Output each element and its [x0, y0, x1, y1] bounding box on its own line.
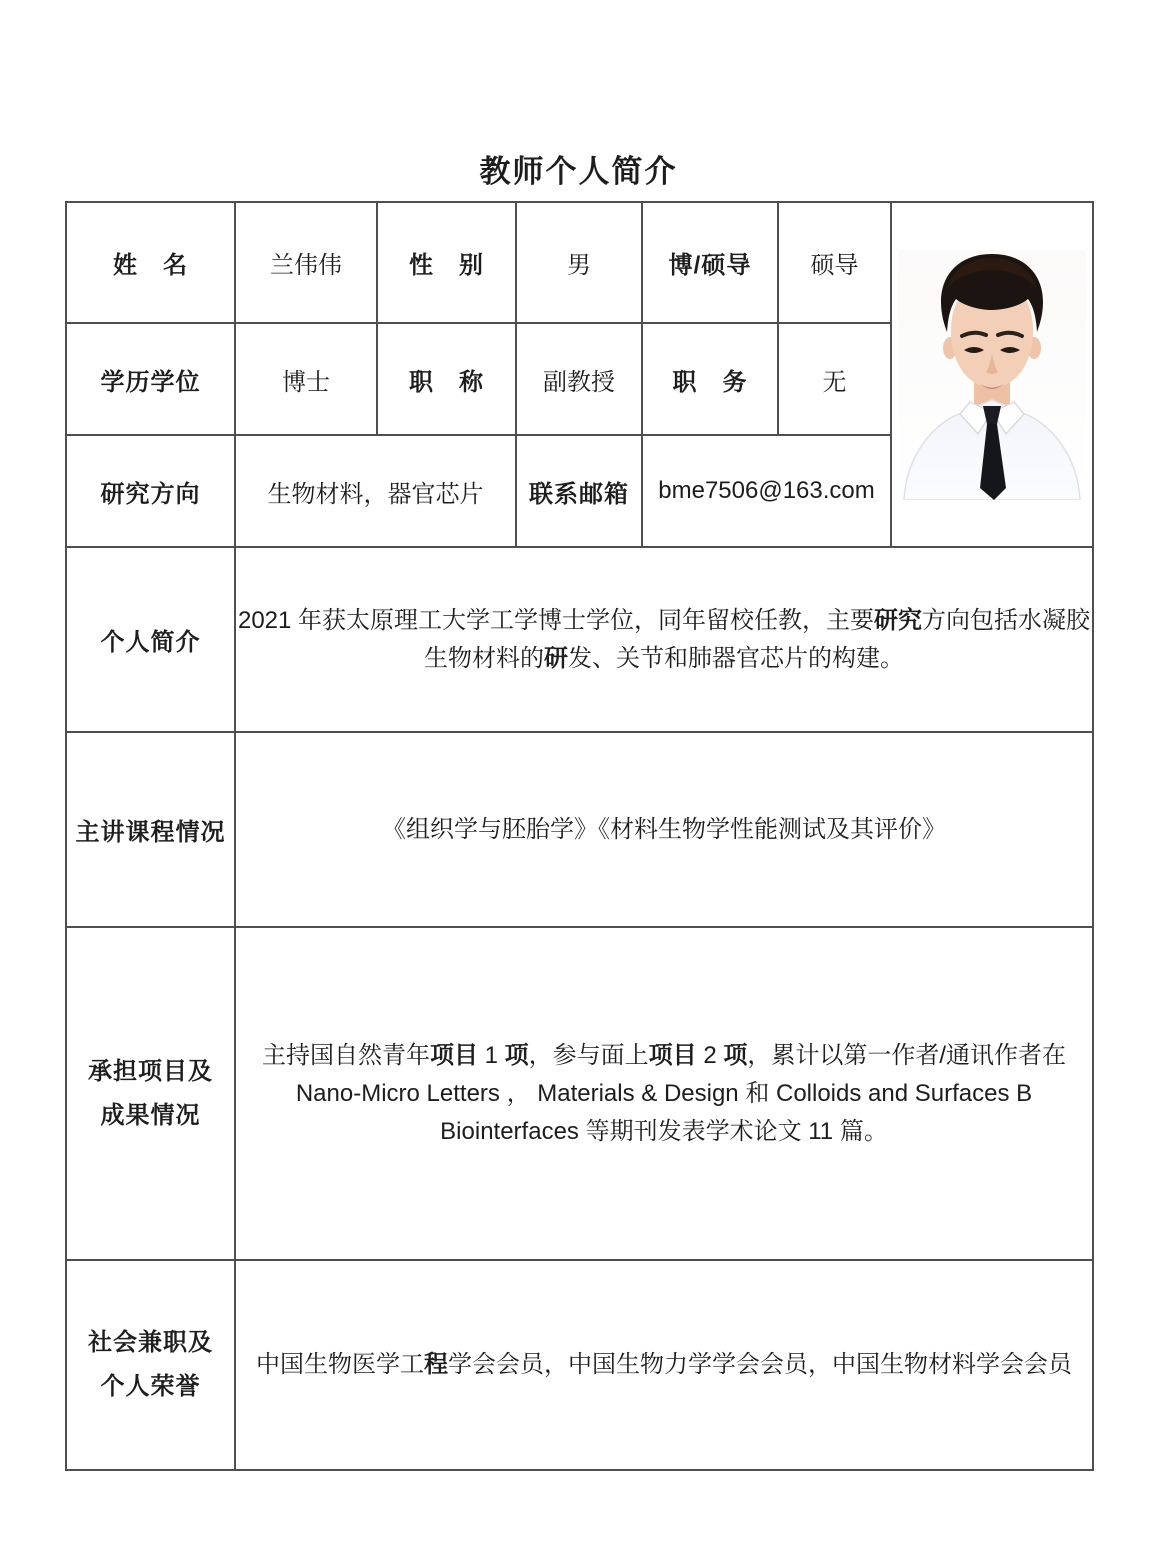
title-label: 职 称	[377, 323, 516, 435]
duty-label: 职 务	[642, 323, 778, 435]
duty-value: 无	[778, 323, 891, 435]
education-value: 博士	[235, 323, 377, 435]
intro-label: 个人简介	[66, 547, 235, 732]
mentor-type-label: 博/硕导	[642, 202, 778, 323]
table-row	[66, 732, 1093, 927]
photo-cell	[891, 202, 1093, 547]
email-value: bme7506@163.com	[642, 435, 891, 547]
name-value: 兰伟伟	[235, 202, 377, 323]
research-label: 研究方向	[66, 435, 235, 547]
page-title: 教师个人简介	[479, 154, 678, 189]
table-row	[66, 202, 1093, 323]
gender-label: 性 别	[377, 202, 516, 323]
intro-text: 2021 年获太原理工大学工学博士学位，同年留校任教，主要研究方向包括水凝胶生物材料的研发、关节和肺器官芯片的构建。	[235, 547, 1093, 732]
projects-label-line1: 承担项目及	[88, 1057, 213, 1085]
table-row	[66, 927, 1093, 1260]
email-label: 联系邮箱	[516, 435, 642, 547]
courses-text: 《组织学与胚胎学》《材料生物学性能测试及其评价》	[235, 732, 1093, 927]
memberships-text: 中国生物医学工程学会会员，中国生物力学学会会员，中国生物材料学会会员	[235, 1260, 1093, 1470]
memberships-label-line2: 个人荣誉	[100, 1373, 201, 1400]
memberships-label-line1: 社会兼职及	[88, 1329, 213, 1356]
table-row	[66, 547, 1093, 732]
portrait-photo	[898, 250, 1086, 500]
title-value: 副教授	[516, 323, 642, 435]
courses-label: 主讲课程情况	[66, 732, 235, 927]
gender-value: 男	[516, 202, 642, 323]
table-row	[66, 1260, 1093, 1470]
projects-label	[66, 927, 235, 1260]
memberships-label	[66, 1260, 235, 1470]
profile-table	[65, 201, 1094, 1471]
name-label: 姓 名	[66, 202, 235, 323]
mentor-type-value: 硕导	[778, 202, 891, 323]
research-value: 生物材料，器官芯片	[235, 435, 516, 547]
projects-label-line2: 成果情况	[100, 1101, 201, 1129]
projects-text: 主持国自然青年项目 1 项，参与面上项目 2 项，累计以第一作者/通讯作者在 Nano-Micro Letters ， Materials & Design 和 Colloids and Surfaces B Biointerfaces 等期刊发表学术论文 11 篇。	[235, 927, 1093, 1260]
education-label: 学历学位	[66, 323, 235, 435]
